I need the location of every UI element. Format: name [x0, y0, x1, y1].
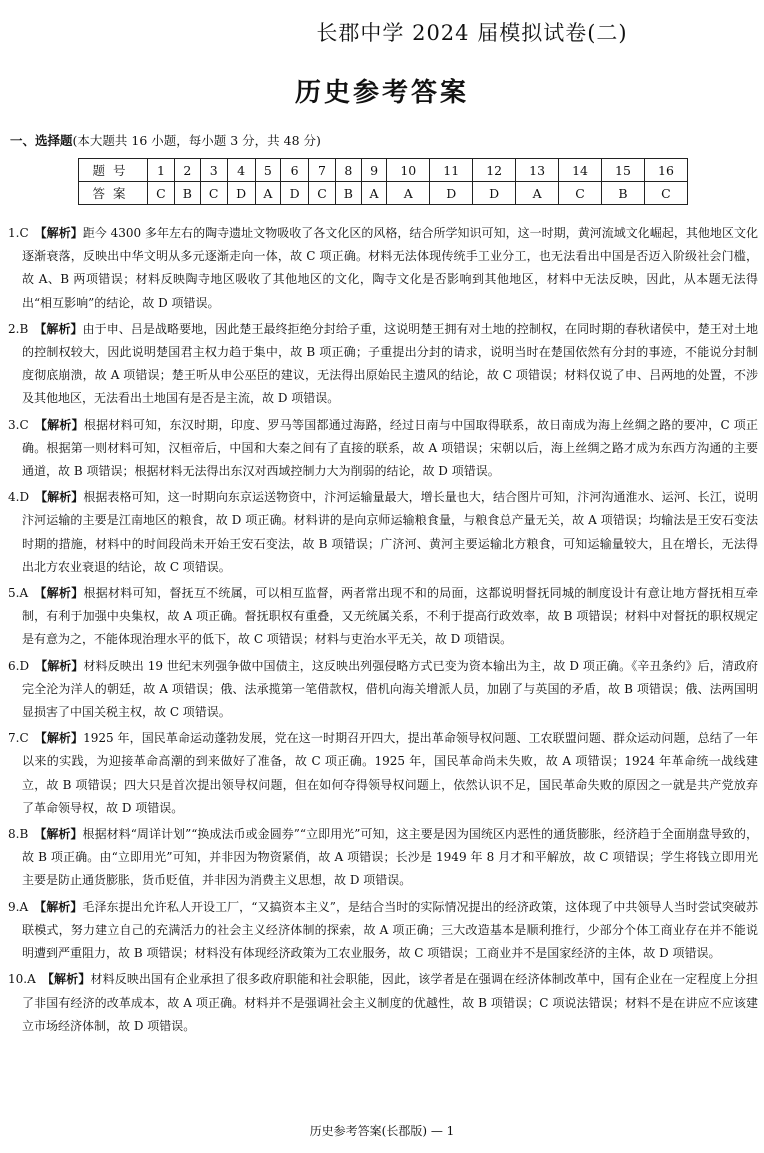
- item-analysis-text: 根据材料“周详计划”“换成法币或金圆券”“立即用光”可知，这主要是因为国统区内恶性的通货膨胀，经济趋于全面崩盘导致的，故 B 项正确。由“立即用光”可知，并非因为物资紧俏，故 A 项错误；长沙是 1949 年 8 月才和平解放，故 C 项错误；学生将钱立即用光主要是防止通货膨胀，货币贬值，并非因为消费主义思想，故 D 项错误。: [22, 827, 758, 888]
- item-number: 6.: [8, 658, 20, 673]
- item-analysis-text: 毛泽东提出允许私人开设工厂，“又搞资本主义”，是结合当时的实际情况提出的经济政策，这体现了中共领导人当时尝试突破苏联模式，努力建立自己的充满活力的社会主义经济体制的探索，故 A 项正确；三大改造基本是顺利推行，少部分个体工商业存在并不能说明遭到严重阻力，故 B 项错误；材料没有体现经济政策为工农业服务，故 C 项错误；工商业并不是国家经济的主体，故 D 项错误。: [22, 899, 758, 961]
- item-number: 3.: [8, 417, 20, 432]
- analysis-item: [8, 582, 758, 652]
- analysis-item: [8, 968, 758, 1038]
- item-analysis-text: 材料反映出 19 世纪末列强争做中国债主，这反映出列强侵略方式已变为资本输出为主，故 D 项正确。《辛丑条约》后，清政府完全沦为洋人的朝廷，故 A 项错误；俄、法承揽第一笔借款权，借机向海关增派人员，加剧了与英国的矛盾，故 B 项错误；俄、法两国明显损害了中国关税主权，故 C 项错误。: [22, 658, 758, 720]
- section-label: 一、选择题: [10, 133, 73, 148]
- analysis-tag: 【解析】: [34, 827, 83, 842]
- row-header-number: 题号: [79, 159, 148, 182]
- question-number-cell: 15: [601, 159, 644, 182]
- answer-cell: B: [601, 182, 644, 205]
- question-number-cell: 14: [559, 159, 602, 182]
- item-analysis-text: 根据材料可知，督抚互不统属，可以相互监督，两者常出现不和的局面，这都说明督抚同城的制度设计有意让地方督抚相互牵制，有利于加强中央集权，故 A 项正确。督抚职权有重叠，又无统属关系，不利于提高行政效率，故 B 项错误；材料中对督抚的职权规定是有意为之，不能体现治理水平的低下，故 C 项错误；材料与吏治水平无关，故 D 项错误。: [22, 586, 758, 647]
- item-analysis-text: 材料反映出国有企业承担了很多政府职能和社会职能，因此，该学者是在强调在经济体制改革中，国有企业在一定程度上分担了非国有经济的改革成本，故 A 项正确。材料并不是强调社会主义制度的优越性，故 B 项错误；C 项说法错误；材料不是在讲应不应该建立市场经济体制，故 D 项错误。: [22, 972, 758, 1033]
- question-number-cell: 3: [200, 159, 227, 182]
- exam-title: 长郡中学 2024 届模拟试卷(二): [316, 21, 628, 45]
- answer-row: [79, 182, 688, 205]
- answer-cell: C: [559, 182, 602, 205]
- question-number-cell: 9: [361, 159, 386, 182]
- page-footer: 历史参考答案(长郡版) — 1: [309, 1124, 455, 1138]
- item-answer: B: [19, 321, 29, 336]
- answer-cell: A: [255, 182, 280, 205]
- analysis-tag: 【解析】: [34, 417, 84, 432]
- analysis-tag: 【解析】: [41, 972, 91, 987]
- answer-cell: B: [335, 182, 361, 205]
- section-heading: [10, 132, 321, 150]
- answer-cell: C: [644, 182, 687, 205]
- answer-cell: A: [361, 182, 386, 205]
- question-number-cell: 8: [335, 159, 361, 182]
- item-analysis-text: 距今 4300 多年左右的陶寺遗址文物吸收了各文化区的风格，结合所学知识可知，这一时期，黄河流域文化崛起，其他地区文化逐渐衰落，反映出中华文明从多元逐渐走向一体，故 C 项正确。材料无法体现传统手工业分工，也无法看出中国是否迈入阶级社会门槛，故 A、B 两项错误；材料反映陶寺地区吸收了其他地区的文化，陶寺文化是否影响到其他地区，材料中无法反映，因此，从本题无法得出“相互影响”的结论，故 D 项错误。: [22, 226, 758, 310]
- answer-cell: B: [174, 182, 200, 205]
- question-number-cell: 10: [387, 159, 430, 182]
- item-answer: A: [19, 586, 29, 601]
- answer-cell: A: [516, 182, 559, 205]
- item-number: 4.: [8, 490, 20, 505]
- document-title: 历史参考答案: [294, 78, 469, 108]
- item-answer: D: [19, 490, 30, 505]
- item-number: 10.: [8, 972, 28, 987]
- analysis-item: [8, 222, 758, 315]
- item-answer: C: [19, 417, 29, 432]
- analysis-tag: 【解析】: [35, 490, 84, 505]
- item-number: 5.: [8, 586, 20, 601]
- item-answer: B: [19, 827, 29, 842]
- question-number-cell: 16: [644, 159, 687, 182]
- question-number-cell: 12: [473, 159, 516, 182]
- question-number-cell: 13: [516, 159, 559, 182]
- analysis-tag: 【解析】: [34, 321, 83, 336]
- analysis-tag: 【解析】: [34, 899, 83, 914]
- analysis-list: [8, 222, 758, 1041]
- question-number-cell: 11: [430, 159, 473, 182]
- analysis-tag: 【解析】: [34, 586, 84, 601]
- item-analysis-text: 1925 年，国民革命运动蓬勃发展，党在这一时期召开四大，提出革命领导权问题、工农联盟问题、群众运动问题，总结了一年以来的实践，为迎接革命高潮的到来做好了准备，故 C 项正确。1925 年，国民革命尚未失败，故 A 项错误；1924 年革命统一战线建立，故 B 项错误；四大只是首次提出领导权问题，但在如何夺得领导权问题上，依然认识不足，国民革命失败的原因之一就是共产党放弃了革命领导权，故 D 项错误。: [22, 731, 758, 815]
- analysis-item: [8, 896, 758, 966]
- item-answer: C: [19, 731, 29, 746]
- item-number: 8.: [8, 827, 20, 842]
- answer-cell: D: [281, 182, 309, 205]
- analysis-item: [8, 823, 758, 893]
- row-header-answer: 答案: [79, 182, 148, 205]
- analysis-item: [8, 655, 758, 725]
- answer-cell: C: [200, 182, 227, 205]
- item-number: 2.: [8, 321, 20, 336]
- analysis-tag: 【解析】: [34, 226, 83, 240]
- question-number-cell: 1: [148, 159, 175, 182]
- analysis-tag: 【解析】: [35, 658, 84, 673]
- item-analysis-text: 根据表格可知，这一时期向东京运送物资中，汴河运输量最大，增长量也大，结合图片可知，汴河沟通淮水、运河、长江，说明汴河运输的主要是江南地区的粮食，故 D 项正确。材料讲的是向京师运输粮食量，与粮食总产量无关，故 A 项错误；均输法是王安石变法时期的措施，材料中的时间段尚未开始王安石变法，故 B 项错误；广济河、黄河主要运输北方粮食，可知运输量较大，且在增长，无法得出北方农业衰退的结论，故 C 项错误。: [22, 490, 758, 574]
- analysis-item: [8, 486, 758, 579]
- analysis-item: [8, 414, 758, 484]
- question-number-cell: 2: [174, 159, 200, 182]
- item-answer: C: [19, 226, 29, 240]
- question-number-cell: 4: [227, 159, 255, 182]
- question-number-cell: 7: [309, 159, 336, 182]
- item-number: 7.: [8, 731, 20, 746]
- answer-cell: A: [387, 182, 430, 205]
- answer-cell: C: [309, 182, 336, 205]
- answer-cell: C: [148, 182, 175, 205]
- answer-table: [78, 158, 688, 205]
- item-answer: D: [19, 658, 30, 673]
- analysis-item: [8, 318, 758, 411]
- item-number: 9.: [8, 899, 20, 914]
- item-answer: A: [27, 972, 36, 987]
- item-answer: A: [19, 899, 29, 914]
- item-analysis-text: 根据材料可知，东汉时期，印度、罗马等国都通过海路，经过日南与中国取得联系，故日南成为海上丝绸之路的要冲，C 项正确。根据第一则材料可知，汉桓帝后，中国和大秦之间有了直接的联系，故 A 项错误；宋朝以后，海上丝绸之路才成为东西方沟通的主要通道，故 B 项错误；根据材料无法得出东汉对西域控制力大为削弱的结论，故 D 项错误。: [22, 417, 758, 479]
- item-analysis-text: 由于申、吕是战略要地，因此楚王最终拒绝分封给子重，这说明楚王拥有对土地的控制权，在同时期的春秋诸侯中，楚王对土地的控制权较大，因此说明楚国君主权力趋于集中，故 B 项正确；子重提出分封的请求，说明当时在楚国依然有分封的事迹，不能说分封制度彻底崩溃，故 A 项错误；楚王听从申公巫臣的建议，无法得出原始民主遗风的结论，故 C 项错误；材料仅说了申、吕两地的处置，不涉及其他地区，无法看出土地国有是否是主流，故 D 项错误。: [22, 321, 758, 406]
- section-note: (本大题共 16 小题，每小题 3 分，共 48 分): [72, 133, 321, 148]
- item-number: 1.: [8, 226, 20, 240]
- question-number-row: [79, 159, 688, 182]
- analysis-item: [8, 727, 758, 820]
- question-number-cell: 6: [281, 159, 309, 182]
- answer-cell: D: [473, 182, 516, 205]
- analysis-tag: 【解析】: [34, 731, 84, 746]
- answer-cell: D: [430, 182, 473, 205]
- question-number-cell: 5: [255, 159, 280, 182]
- answer-cell: D: [227, 182, 255, 205]
